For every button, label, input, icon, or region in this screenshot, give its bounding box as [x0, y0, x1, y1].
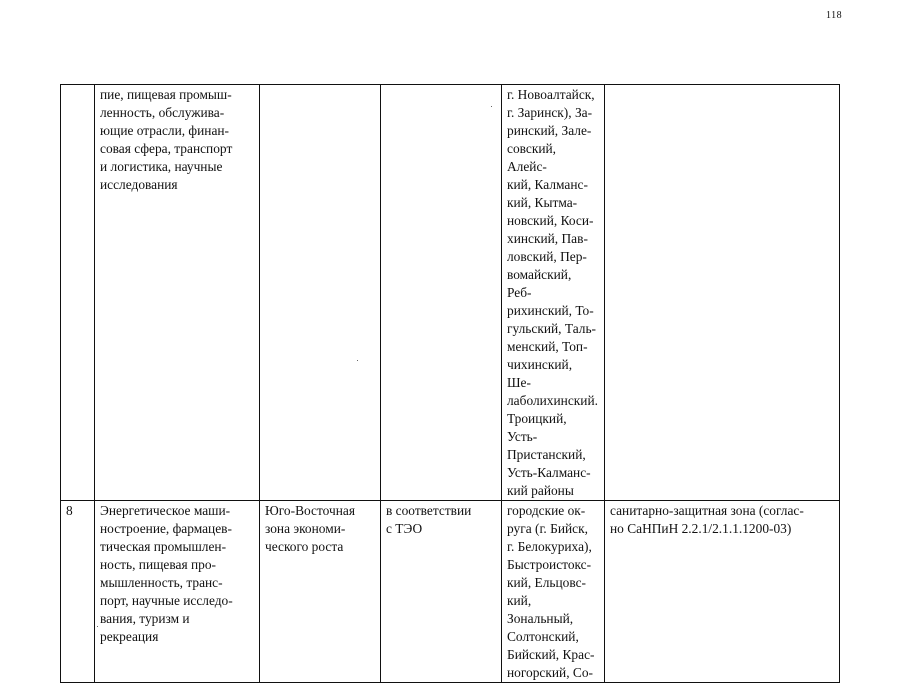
- document-table: [60, 84, 840, 683]
- page-number: 118: [826, 10, 843, 21]
- table-row: [61, 85, 840, 501]
- restrictions-cell: [605, 85, 840, 501]
- territory-cell: г. Новоалтайск, г. Заринск), За- ринский, Зале- совский, Алейс- кий, Калманс- кий, Кытма- новский, Коси- хинский, Пав- ловский, Пер- вомайский, Реб- рихинский, То- гульский, Таль- менский, Топ- чихинский, Ше- лаболихинский. Троицкий, Усть- Пристанский, Усть-Калманс- кий районы: [502, 85, 605, 501]
- table-row: [61, 501, 840, 683]
- basis-cell: в соответствии с ТЭО: [381, 501, 502, 683]
- scan-speck: [97, 626, 98, 627]
- scan-speck: [491, 106, 492, 107]
- scan-speck: [357, 360, 358, 361]
- row-number-cell: [61, 85, 95, 501]
- row-number-cell: 8: [61, 501, 95, 683]
- sectors-cell: Энергетическое маши- ностроение, фармацев- тическая промышлен- ность, пищевая про- мышленность, транс- порт, научные исследо- вания, туризм и рекреация: [95, 501, 260, 683]
- restrictions-cell: санитарно-защитная зона (соглас- но СаНПиН 2.2.1/2.1.1.1200-03): [605, 501, 840, 683]
- basis-cell: [381, 85, 502, 501]
- sectors-cell: пие, пищевая промыш- ленность, обслужива- ющие отрасли, финан- совая сфера, транспорт и логистика, научные исследования: [95, 85, 260, 501]
- territory-cell: городские ок- руга (г. Бийск, г. Белокуриха), Быстроистокс- кий, Ельцовс- кий, Зональный, Солтонский, Бийский, Крас- ногорский, Со-: [502, 501, 605, 683]
- zone-cell: Юго-Восточная зона экономи- ческого роста: [260, 501, 381, 683]
- zone-cell: [260, 85, 381, 501]
